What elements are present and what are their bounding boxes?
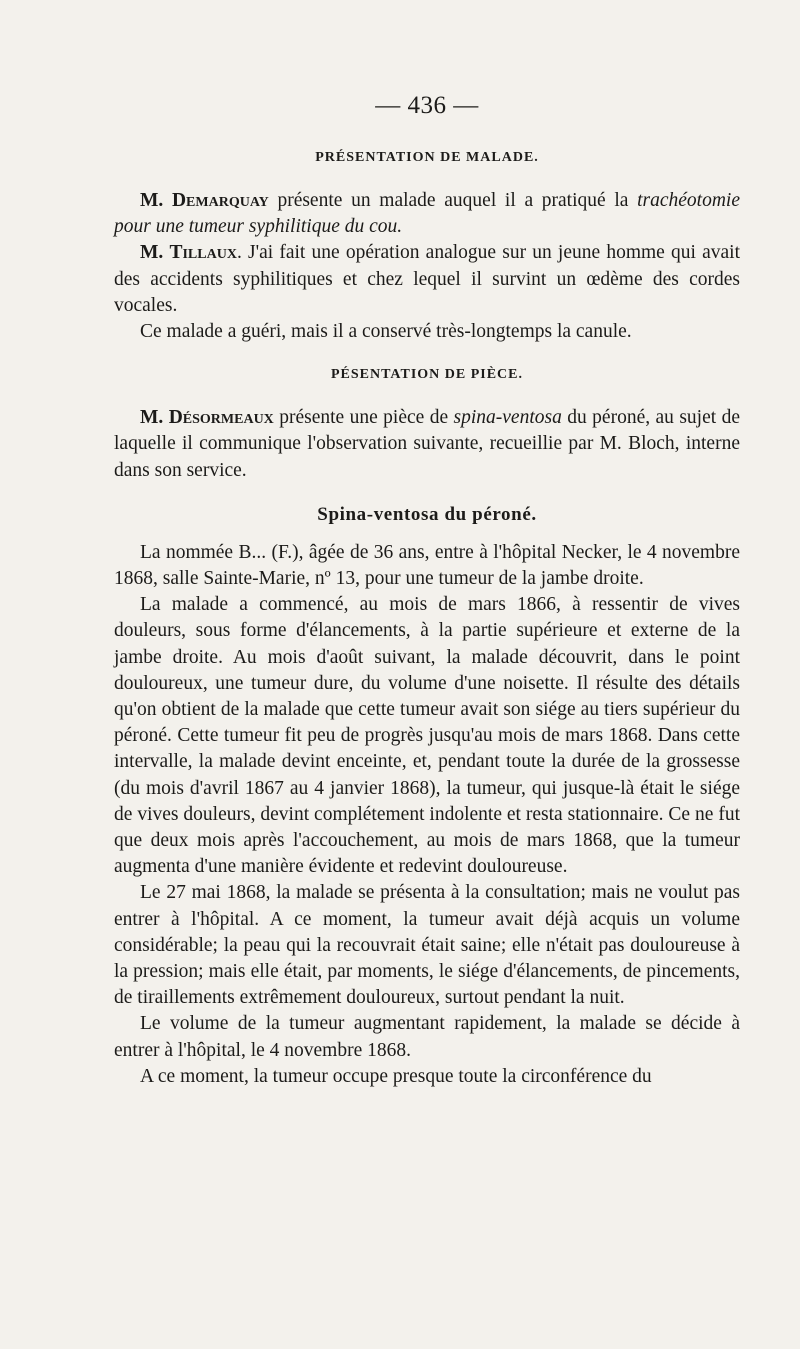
paragraph-desormeaux (114, 405, 740, 484)
paragraph-canule: Ce malade a guéri, mais il a conservé très-longtemps la canule. (140, 321, 632, 343)
subsection-heading-spina-ventosa: Spina-ventosa du péroné. (317, 503, 537, 525)
section-heading-presentation-piece: PÉSENTATION DE PIÈCE. (330, 367, 523, 383)
page-number: — 436 — (375, 92, 479, 119)
speaker-name-tillaux: Tillaux (169, 242, 237, 264)
paragraph-admission-date: Le volume de la tumeur augmentant rapidement, la malade se décide à entrer à l'hôpital, le 4 novembre 1868. (114, 1013, 740, 1061)
paragraph-text: présente une pièce de (273, 407, 454, 429)
speaker-prefix: M. (140, 242, 170, 264)
italic-phrase: trachéotomie pour une tumeur syphilitique du cou. (114, 190, 740, 238)
paragraph-patient-admission: La nommée B... (F.), âgée de 36 ans, entre à l'hôpital Necker, le 4 novembre 1868, salle Sainte-Marie, nº 13, pour une tumeur de la jambe droite. (114, 541, 740, 590)
paragraph-text: . J'ai fait une opération analogue sur un jeune homme qui avait des accidents syphilitiques et chez lequel il survint un œdème des cordes vocales. (114, 242, 741, 316)
speaker-name-desormeaux: Désormeaux (168, 407, 274, 429)
paragraph-consultation: Le 27 mai 1868, la malade se présenta à la consultation; mais ne voulut pas entrer à l'hôpital. A ce moment, la tumeur avait déjà acquis un volume considérable; la peau qui la recouvrait était saine; elle n'était pas douloureuse à la pression; mais elle était, par moments, le siége d'élancements, de pincements, de tiraillements extrêmement douloureux, surtout pendant la nuit. (114, 882, 740, 1009)
paragraph-tillaux (114, 240, 740, 319)
section-heading-presentation-malade: PRÉSENTATION DE MALADE. (315, 150, 539, 165)
paragraph-tumor-state: A ce moment, la tumeur occupe presque toute la circonférence du (140, 1065, 652, 1087)
paragraph-text: présente un malade auquel il a pratiqué la (268, 190, 638, 211)
paragraph-history: La malade a commencé, au mois de mars 1866, à ressentir de vives douleurs, sous forme d'élancements, à la partie supérieure et externe de la jambe droite. Au mois d'août suivant, la malade découvrit, dans le point douloureux, une tumeur dure, du volume d'une noisette. Il résulte des détails qu'on obtient de la malade que cette tumeur avait son siége au tiers supérieur du péroné. Cette tumeur fit peu de progrès jusqu'au mois de mars 1868. Dans cette intervalle, la malade devint enceinte, et, pendant toute la durée de la grossesse (du mois d'avril 1867 au 4 janvier 1868), la tumeur, qui jusque-là était le siége de vives douleurs, devint complétement indolente et resta stationnaire. Ce ne fut que deux mois après l'accouchement, au mois de mars 1868, que la tumeur augmenta d'une manière évidente et redevint douloureuse. (114, 594, 740, 878)
paragraph-demarquay (114, 188, 740, 240)
speaker-prefix: M. (140, 190, 172, 211)
speaker-name-demarquay: Demarquay (171, 190, 269, 211)
italic-phrase: spina-ventosa (453, 407, 562, 429)
paragraph-text: du péroné, au sujet de laquelle il communique l'observation suivante, recueillie par M. Bloch, interne dans son service. (114, 407, 740, 481)
speaker-prefix: M. (140, 407, 169, 429)
